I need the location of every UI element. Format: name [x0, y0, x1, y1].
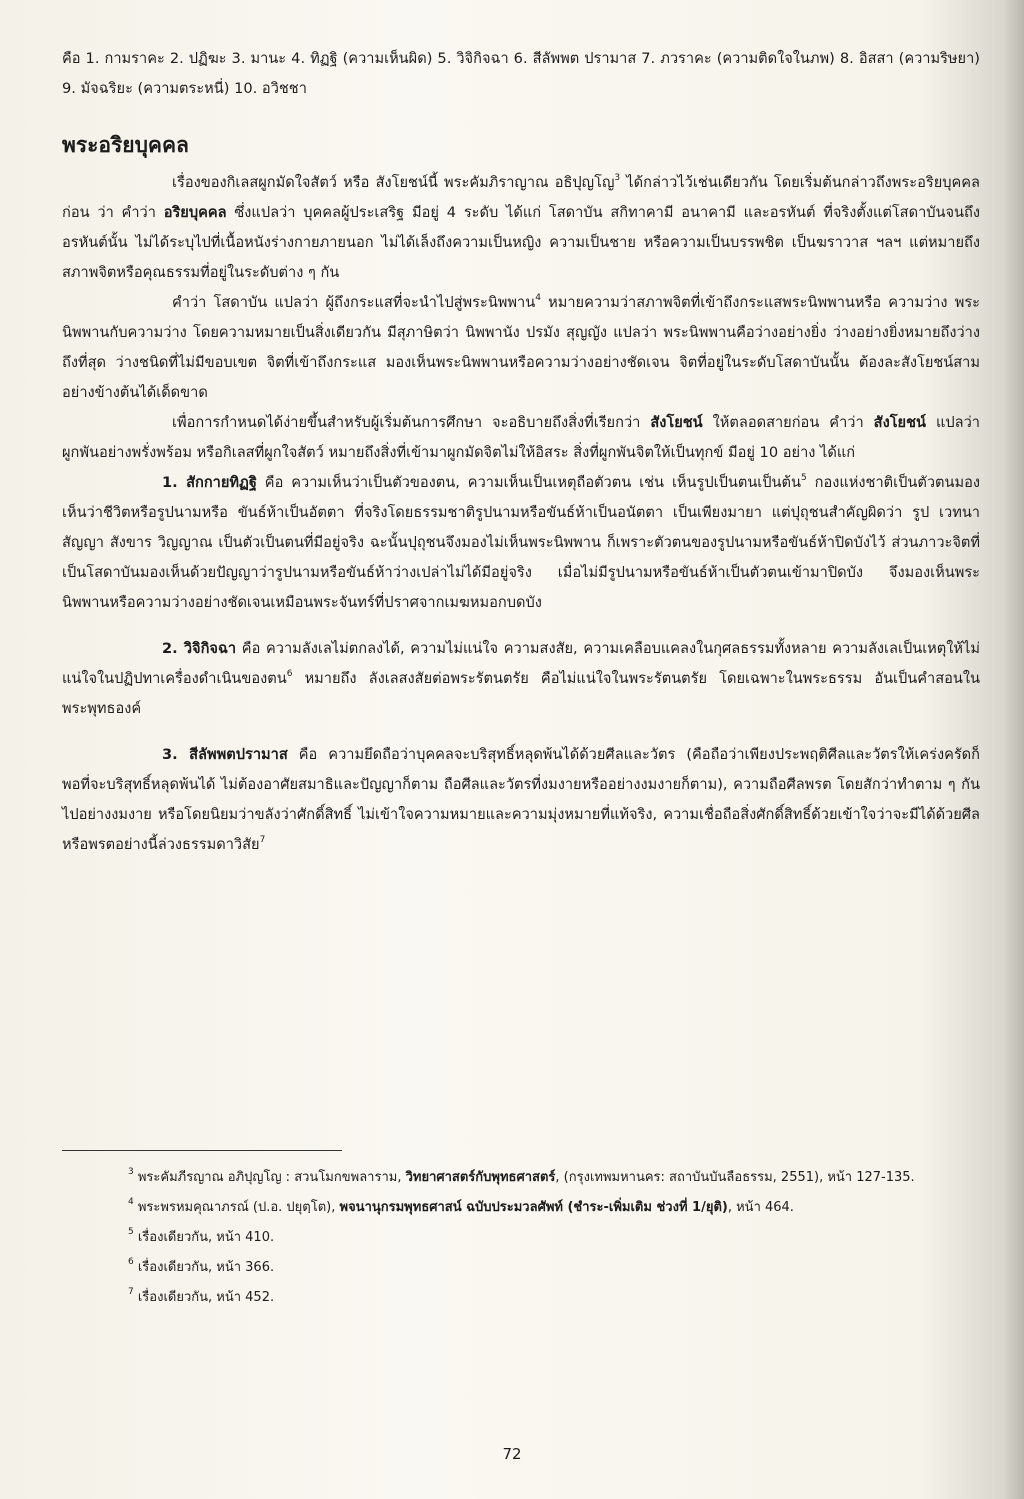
footnote-3 [62, 1163, 980, 1193]
bold-title: พจนานุกรมพุทธศาสน์ ฉบับประมวลศัพท์ (ชำระ-เพิ่มเติม ช่วงที่ 1/ยุติ) [339, 1200, 728, 1215]
footnote-number: 6 [128, 1257, 134, 1267]
text-span: แปลว่า ผูกพันอย่างพรั่งพร้อม หรือกิเลสที่ผูกใจสัตว์ หมายถึงสิ่งที่เข้ามาผูกมัดจิตไม่ให้อิสระ สิ่งที่ผูกพันจิตให้เป็นทุกข์ มีอยู่ 10 อย่าง ได้แก่ [62, 414, 980, 461]
footnote-ref: 3 [614, 173, 621, 183]
footnote-7 [62, 1283, 980, 1313]
bold-term: สังโยชน์ [650, 414, 703, 431]
footnote-ref: 4 [535, 293, 541, 303]
main-text [62, 44, 980, 860]
text-span: คือ ความเห็นว่าเป็นตัวของตน, ความเห็นเป็นเหตุถือตัวตน เช่น เห็นรูปเป็นตนเป็นต้น [256, 474, 801, 491]
footnote-ref: 6 [286, 669, 293, 679]
text-span: หมายความว่าสภาพจิตที่เข้าถึงกระแสพระนิพพานหรือ ความว่าง พระนิพพานกับความว่าง โดยความหมายเป็นสิ่งเดียวกัน มีสุภาษิตว่า นิพพานัง ปรมัง สุญญัง แปลว่า พระนิพพานคือว่างอย่างยิ่ง ว่างอย่างยิ่งหมายถึงว่างถึงที่สุด ว่างชนิดที่ไม่มีขอบเขต จิตที่เข้าถึงกระแส มองเห็นพระนิพพานหรือความว่างอย่างชัดเจน จิตที่อยู่ในระดับโสดาบันนั้น ต้องละสังโยชน์สามอย่างข้างต้นได้เด็ดขาด [62, 294, 980, 401]
text-span: พระพรหมคุณาภรณ์ (ป.อ. ปยุตฺโต), [133, 1200, 340, 1215]
list-item-2 [62, 634, 980, 724]
text-span: เรื่องเดียวกัน, หน้า 452. [133, 1290, 275, 1305]
text-span: เพื่อการกำหนดได้ง่ายขึ้นสำหรับผู้เริ่มต้นการศึกษา จะอธิบายถึงสิ่งที่เรียกว่า [172, 414, 651, 431]
bold-title: วิทยาศาสตร์กับพุทธศาสตร์ [405, 1170, 556, 1185]
footnote-ref: 7 [259, 835, 266, 845]
footnotes [62, 1150, 980, 1313]
footnote-number: 7 [128, 1287, 134, 1297]
text-span: , (กรุงเทพมหานคร: สถาบันบันลือธรรม, 2551), หน้า 127-135. [555, 1170, 915, 1185]
text-span: ได้กล่าวไว้เช่นเดียวกัน โดยเริ่มต้นกล่าวถึงพระอริยบุคคลก่อน ว่า คำว่า [62, 174, 980, 221]
footnote-ref: 5 [801, 473, 807, 483]
paragraph-sodaban [62, 288, 980, 408]
text-span: ให้ตลอดสายก่อน คำว่า [702, 414, 874, 431]
bold-term: สังโยชน์ [873, 414, 926, 431]
list-item-1 [62, 468, 980, 618]
text-span: ซึ่งแปลว่า บุคคลผู้ประเสริฐ มีอยู่ 4 ระดับ ได้แก่ โสดาบัน สกิทาคามี อนาคามี และอรหันต์ ที่จริงตั้งแต่โสดาบันจนถึงอรหันต์นั้น ไม่ได้ระบุไปที่เนื้อหนังร่างกายภายนอก ไม่ได้เล็งถึงความเป็นหญิง ความเป็นชาย หรือความเป็นบรรพชิต เป็นฆราวาส ฯลฯ แต่หมายถึง สภาพจิตหรือคุณธรรมที่อยู่ในระดับต่าง ๆ กัน [62, 204, 980, 281]
paragraph-ariya [62, 168, 980, 288]
text-span: พระคัมภีรญาณ อภิปุญโญ : สวนโมกขพลาราม, [133, 1170, 406, 1185]
section-heading: พระอริยบุคคล [62, 133, 189, 157]
list-item-label: 2. วิจิกิจฉา [162, 640, 237, 657]
list-item-label: 3. สีลัพพตปรามาส [162, 746, 288, 763]
text-span: เรื่องเดียวกัน, หน้า 366. [133, 1260, 275, 1275]
text-span: , หน้า 464. [727, 1200, 794, 1215]
footnote-4 [62, 1193, 980, 1223]
paragraph-sanyojana [62, 408, 980, 468]
list-item-label: 1. สักกายทิฏฐิ [162, 474, 257, 491]
text-span: เรื่องของกิเลสผูกมัดใจสัตว์ หรือ สังโยชน์นี้ พระคัมภิราญาณ อธิปุญโญ [172, 174, 615, 191]
text-span: คือ ความยึดถือว่าบุคคลจะบริสุทธิ์หลุดพ้นได้ด้วยศีลและวัตร (คือถือว่าเพียงประพฤติศีลและวัตรให้เคร่งครัดก็พอที่จะบริสุทธิ์หลุดพ้นได้ ไม่ต้องอาศัยสมาธิและปัญญาก็ตาม ถือศีลและวัตรที่งมงายหรืออย่างงมงายก็ตาม), ความถือศีลพรต โดยสักว่าทำตาม ๆ กันไปอย่างงมงาย หรือโดยนิยมว่าขลังว่าศักดิ์สิทธิ์ ไม่เข้าใจความหมายและความมุ่งหมายที่แท้จริง, ความเชื่อถือสิ่งศักดิ์สิทธิ์ด้วยเข้าใจว่าจะมีได้ด้วยศีลหรือพรตอย่างนี้ล่วงธรรมดาวิสัย [62, 746, 980, 853]
footnote-number: 3 [128, 1167, 134, 1177]
text-span: คำว่า โสดาบัน แปลว่า ผู้ถึงกระแสที่จะนำไปสู่พระนิพพาน [172, 294, 536, 311]
text-span: คือ ความลังเลไม่ตกลงได้, ความไม่แน่ใจ ความสงสัย, ความเคลือบแคลงในกุศลธรรมทั้งหลาย ความลังเลเป็นเหตุให้ไม่แน่ใจในปฏิปทาเครื่องดำเนินของตน [62, 640, 980, 687]
footnote-6 [62, 1253, 980, 1283]
footnote-divider [62, 1150, 342, 1151]
footnote-5 [62, 1223, 980, 1253]
bold-term: อริยบุคคล [163, 204, 227, 221]
text-span: เรื่องเดียวกัน, หน้า 410. [133, 1230, 275, 1245]
intro-paragraph: คือ 1. กามราคะ 2. ปฏิฆะ 3. มานะ 4. ทิฏฐิ (ความเห็นผิด) 5. วิจิกิจฉา 6. สีลัพพต ปรามาส 7. ภวราคะ (ความติดใจในภพ) 8. อิสสา (ความริษยา) 9. มัจฉริยะ (ความตระหนี่) 10. อวิชชา [62, 50, 980, 97]
footnote-number: 5 [128, 1227, 134, 1237]
text-span: หมายถึง ลังเลสงสัยต่อพระรัตนตรัย คือไม่แน่ใจในพระรัตนตรัย โดยเฉพาะในพระธรรม อันเป็นคำสอนในพระพุทธองค์ [62, 670, 980, 717]
text-span: กองแห่งชาติเป็นตัวตนมองเห็นว่าชีวิตหรือรูปนามหรือ ขันธ์ห้าเป็นอัตตา ที่จริงโดยธรรมชาติรูปนามหรือขันธ์ห้าเป็นอนัตตา เป็นเพียงมายา แต่ปุถุชนสำคัญผิดว่า รูป เวทนา สัญญา สังขาร วิญญาณ เป็นตัวเป็นตนที่มีอยู่จริง ฉะนั้นปุถุชนจึงมองไม่เห็นพระนิพพาน ก็เพราะตัวตนของรูปนามหรือขันธ์ห้าปิดบังไว้ ส่วนภาวะจิตที่เป็นโสดาบันมองเห็นด้วยปัญญาว่ารูปนามหรือขันธ์ห้าว่างเปล่าไม่ได้มีอยู่จริง เมื่อไม่มีรูปนามหรือขันธ์ห้าเป็นตัวตนเข้ามาปิดบัง จึงมองเห็นพระนิพพานหรือความว่างอย่างชัดเจนเหมือนพระจันทร์ที่ปราศจากเมฆหมอกบดบัง [62, 474, 980, 611]
page-number: 72 [502, 1445, 522, 1463]
list-item-3 [62, 740, 980, 860]
footnote-number: 4 [128, 1197, 134, 1207]
